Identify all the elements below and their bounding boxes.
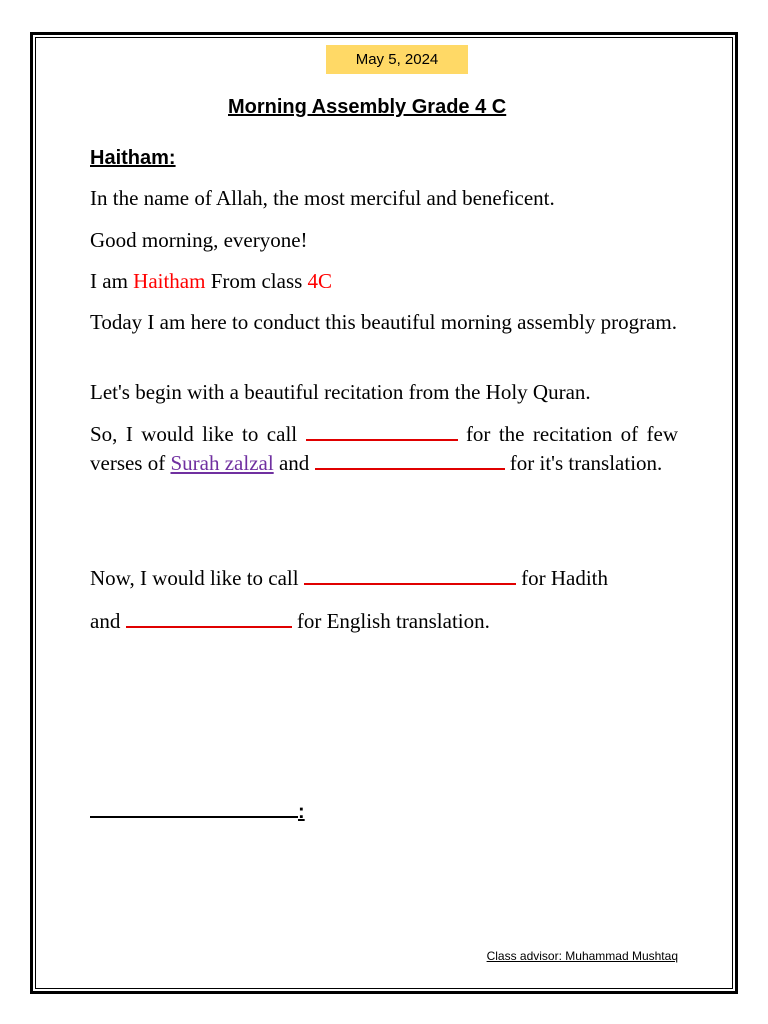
- text-segment: From class: [205, 269, 308, 293]
- paragraph-purpose: [90, 308, 678, 337]
- text-segment: for English translation.: [291, 609, 490, 633]
- paragraph-english-translation: [90, 607, 678, 636]
- surah-link[interactable]: Surah zalzal: [170, 451, 274, 475]
- text-segment: So, I would like to call: [90, 422, 306, 446]
- text-segment: Now, I would like to call: [90, 566, 304, 590]
- blank-translator-field[interactable]: [315, 450, 505, 470]
- signature-colon: :: [298, 801, 305, 823]
- blank-next-speaker-field[interactable]: [90, 798, 298, 818]
- text-segment: and: [90, 609, 126, 633]
- paragraph-greeting-bismillah: [90, 184, 678, 213]
- blank-english-translation-field[interactable]: [126, 608, 292, 628]
- text-segment: for the recitation of few verses of: [90, 422, 678, 475]
- text-segment: Let's begin with a beautiful recitation from the Holy Quran.: [90, 380, 591, 404]
- text-segment: for it's translation.: [504, 451, 663, 475]
- text-segment: In the name of Allah, the most merciful and beneficent.: [90, 186, 555, 210]
- text-segment: Good morning, everyone!: [90, 228, 308, 252]
- paragraph-good-morning: [90, 226, 678, 255]
- class-advisor-footer: Class advisor: Muhammad Mushtaq: [486, 949, 678, 963]
- text-segment: Today I am here to conduct this beautiful morning assembly program.: [90, 310, 677, 334]
- speaker-name: Haitham:: [90, 147, 176, 169]
- paragraph-recitation-call: [90, 420, 678, 478]
- next-speaker-line: [90, 798, 305, 824]
- date-badge: May 5, 2024: [326, 45, 468, 74]
- paragraph-hadith-call: [90, 564, 678, 593]
- text-segment: I am: [90, 269, 134, 293]
- blank-reciter-field[interactable]: [306, 421, 458, 441]
- text-segment: for Hadith: [515, 566, 609, 590]
- page-border-inner: [35, 37, 733, 989]
- student-name: Haitham: [133, 269, 206, 293]
- paragraph-introduction: [90, 267, 678, 296]
- text-segment: and: [273, 451, 315, 475]
- blank-hadith-field[interactable]: [304, 565, 516, 585]
- page-title: Morning Assembly Grade 4 C: [228, 96, 507, 118]
- paragraph-quran-intro: [90, 378, 678, 407]
- class-name: 4C: [307, 269, 333, 293]
